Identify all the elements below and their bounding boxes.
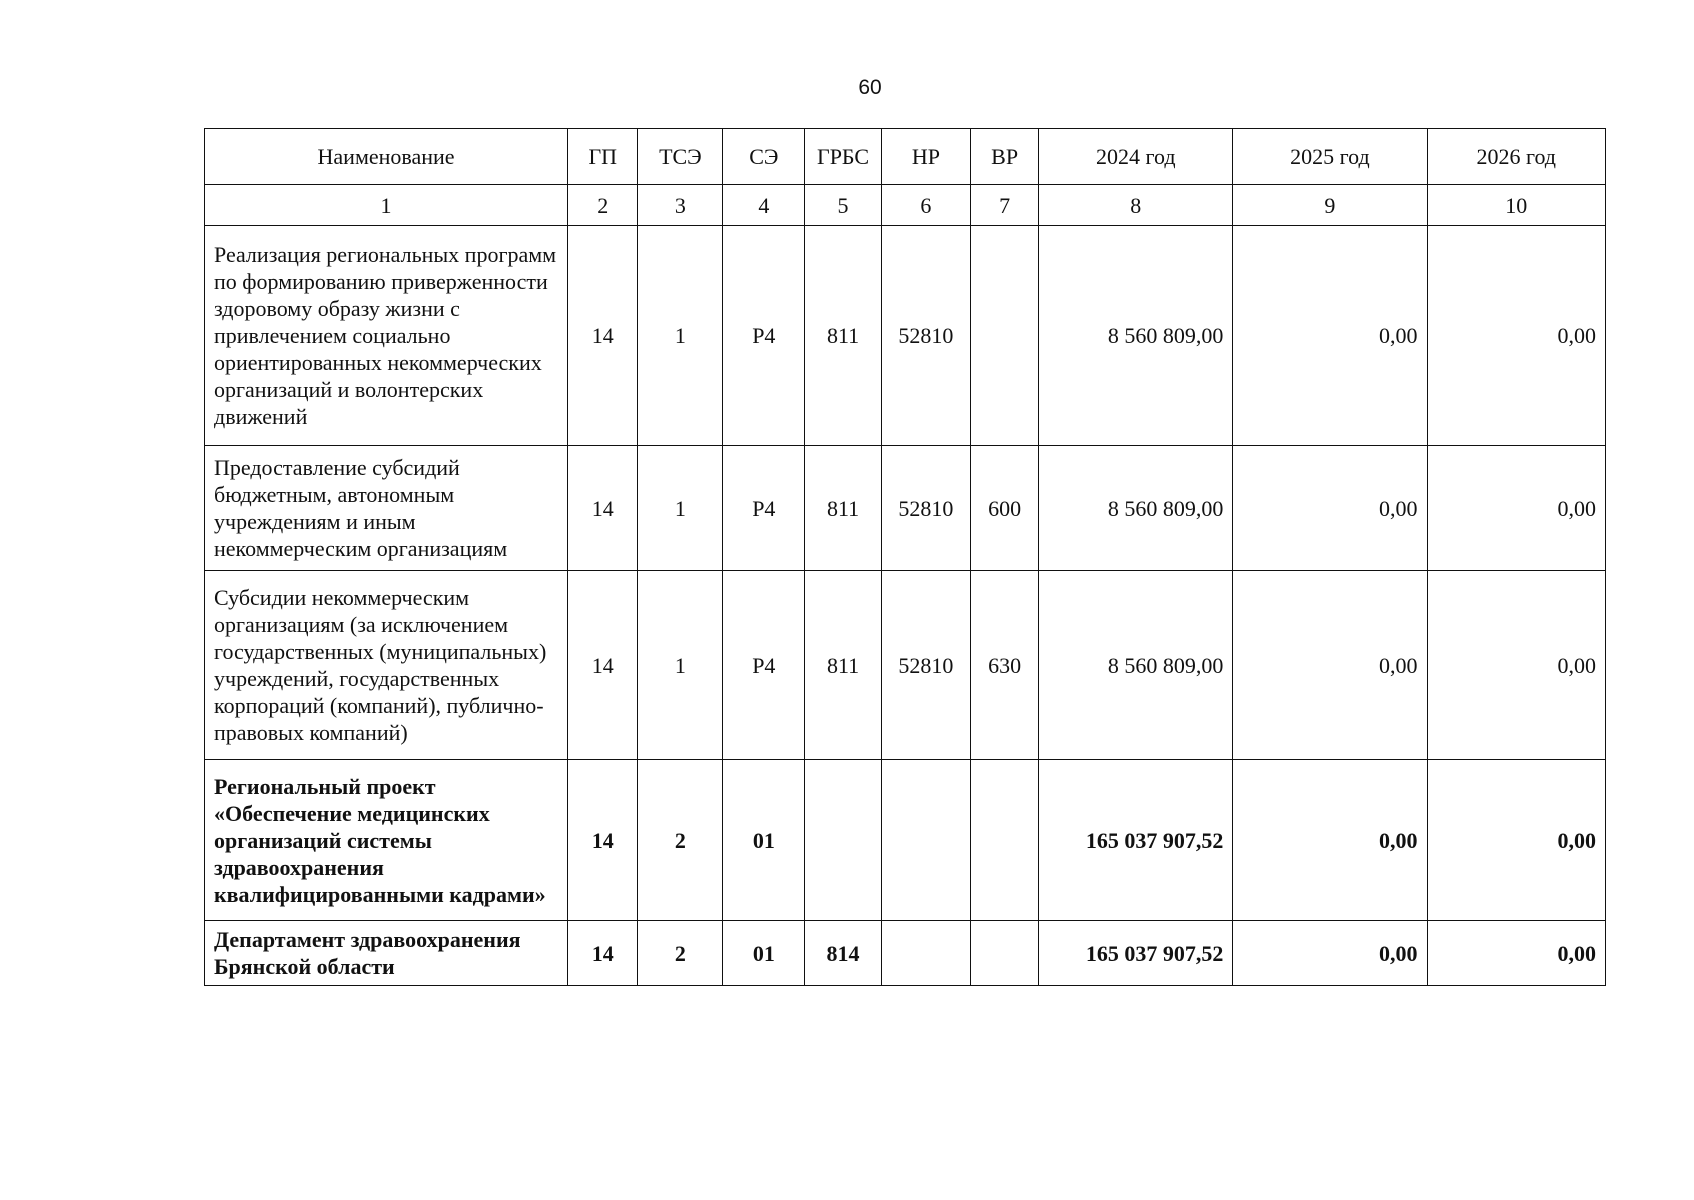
header-vr: ВР xyxy=(971,129,1039,185)
cell-gp: 14 xyxy=(568,571,638,760)
cell-2024: 165 037 907,52 xyxy=(1039,921,1233,986)
cell-nr xyxy=(881,760,970,921)
cell-nr xyxy=(881,921,970,986)
column-number: 1 xyxy=(205,185,568,226)
cell-gp: 14 xyxy=(568,446,638,571)
cell-2026: 0,00 xyxy=(1427,571,1606,760)
cell-grbs: 811 xyxy=(805,226,882,446)
cell-2025: 0,00 xyxy=(1233,571,1427,760)
column-number-row xyxy=(205,185,1606,226)
header-2026: 2026 год xyxy=(1427,129,1606,185)
row-name: Региональный проект «Обеспечение медицинских организаций системы здравоохранения квалифицированными кадрами» xyxy=(205,760,568,921)
column-number: 5 xyxy=(805,185,882,226)
cell-se: 01 xyxy=(723,760,805,921)
header-row xyxy=(205,129,1606,185)
cell-tse: 1 xyxy=(638,446,723,571)
column-number: 10 xyxy=(1427,185,1606,226)
cell-2024: 8 560 809,00 xyxy=(1039,571,1233,760)
cell-vr xyxy=(971,921,1039,986)
table-row xyxy=(205,446,1606,571)
cell-nr: 52810 xyxy=(881,571,970,760)
column-number: 2 xyxy=(568,185,638,226)
cell-2025: 0,00 xyxy=(1233,760,1427,921)
column-number: 7 xyxy=(971,185,1039,226)
header-se: СЭ xyxy=(723,129,805,185)
cell-2024: 165 037 907,52 xyxy=(1039,760,1233,921)
cell-grbs xyxy=(805,760,882,921)
header-tse: ТСЭ xyxy=(638,129,723,185)
cell-2025: 0,00 xyxy=(1233,921,1427,986)
cell-vr: 630 xyxy=(971,571,1039,760)
column-number: 3 xyxy=(638,185,723,226)
cell-grbs: 811 xyxy=(805,446,882,571)
header-2024: 2024 год xyxy=(1039,129,1233,185)
header-gp: ГП xyxy=(568,129,638,185)
cell-se: 01 xyxy=(723,921,805,986)
cell-tse: 1 xyxy=(638,571,723,760)
table-row xyxy=(205,760,1606,921)
cell-nr: 52810 xyxy=(881,226,970,446)
row-name: Субсидии некоммерческим организациям (за исключением государственных (муниципальных) учреждений, государственных корпораций (компаний), публично-правовых компаний) xyxy=(205,571,568,760)
table-row xyxy=(205,571,1606,760)
budget-table xyxy=(204,128,1606,986)
cell-nr: 52810 xyxy=(881,446,970,571)
header-nr: НР xyxy=(881,129,970,185)
cell-2026: 0,00 xyxy=(1427,226,1606,446)
column-number: 6 xyxy=(881,185,970,226)
column-number: 8 xyxy=(1039,185,1233,226)
row-name: Департамент здравоохранения Брянской области xyxy=(205,921,568,986)
cell-tse: 1 xyxy=(638,226,723,446)
cell-vr xyxy=(971,760,1039,921)
cell-tse: 2 xyxy=(638,921,723,986)
cell-2024: 8 560 809,00 xyxy=(1039,446,1233,571)
row-name: Предоставление субсидий бюджетным, автономным учреждениям и иным некоммерческим организациям xyxy=(205,446,568,571)
header-2025: 2025 год xyxy=(1233,129,1427,185)
cell-2025: 0,00 xyxy=(1233,446,1427,571)
column-number: 9 xyxy=(1233,185,1427,226)
cell-2026: 0,00 xyxy=(1427,921,1606,986)
table-row xyxy=(205,921,1606,986)
table-row xyxy=(205,226,1606,446)
cell-grbs: 811 xyxy=(805,571,882,760)
page-number: 60 xyxy=(858,76,882,99)
header-grbs: ГРБС xyxy=(805,129,882,185)
cell-vr xyxy=(971,226,1039,446)
cell-grbs: 814 xyxy=(805,921,882,986)
cell-tse: 2 xyxy=(638,760,723,921)
cell-vr: 600 xyxy=(971,446,1039,571)
cell-2025: 0,00 xyxy=(1233,226,1427,446)
cell-2024: 8 560 809,00 xyxy=(1039,226,1233,446)
cell-gp: 14 xyxy=(568,760,638,921)
column-number: 4 xyxy=(723,185,805,226)
cell-se: Р4 xyxy=(723,571,805,760)
cell-gp: 14 xyxy=(568,921,638,986)
cell-se: Р4 xyxy=(723,226,805,446)
cell-2026: 0,00 xyxy=(1427,760,1606,921)
cell-2026: 0,00 xyxy=(1427,446,1606,571)
cell-se: Р4 xyxy=(723,446,805,571)
cell-gp: 14 xyxy=(568,226,638,446)
row-name: Реализация региональных программ по формированию приверженности здоровому образу жизни с привлечением социально ориентированных некоммерческих организаций и волонтерских движений xyxy=(205,226,568,446)
header-name: Наименование xyxy=(205,129,568,185)
